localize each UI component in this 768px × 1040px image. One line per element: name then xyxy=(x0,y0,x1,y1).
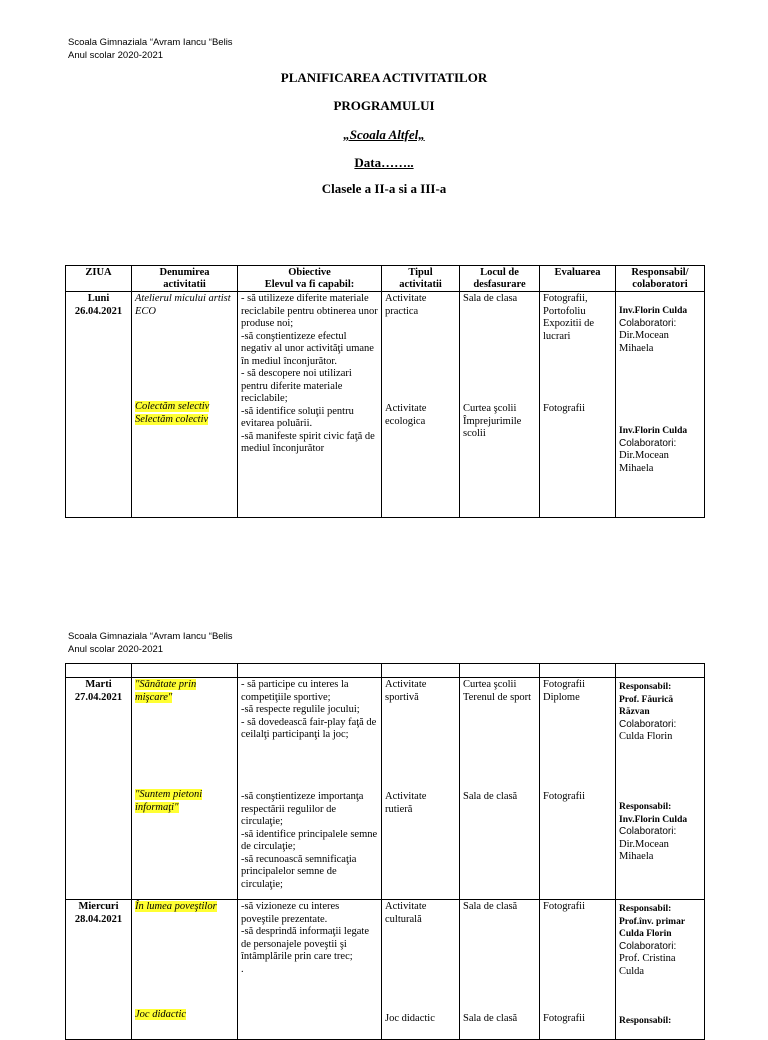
location: Curtea şcolii Împrejurimile scolii xyxy=(463,403,522,439)
activity-name: "Suntem pietoni informaţi" xyxy=(135,789,203,813)
type-cell xyxy=(382,900,460,1040)
activity-cell xyxy=(132,900,238,1040)
evaluation: Fotografii, Portofoliu Expozitii de lucrari xyxy=(543,293,595,342)
responsible-cell xyxy=(616,900,705,1040)
header-evaluarea: Evaluarea xyxy=(540,266,616,292)
school-header xyxy=(68,630,233,656)
evaluation: Fotografii xyxy=(543,901,585,912)
school-name: Scoala Gimnaziala “Avram Iancu “Belis xyxy=(68,631,233,642)
collaborators-label: Colaboratori: xyxy=(619,718,677,730)
activity-cell xyxy=(132,678,238,900)
location: Sala de clasă xyxy=(463,791,518,802)
doc-title: PLANIFICAREA ACTIVITATILOR xyxy=(280,70,488,85)
evaluation-cell xyxy=(540,900,616,1040)
collaborators: Dir.Mocean Mihaela xyxy=(619,450,669,474)
header-denumirea: Denumirea activitatii xyxy=(132,266,238,292)
activity-cell xyxy=(132,292,238,518)
collaborators-label: Colaboratori: xyxy=(619,940,677,952)
responsible-label: Responsabil: xyxy=(619,1016,672,1026)
activity-type: Activitate sportivă xyxy=(385,679,427,703)
table-header-row xyxy=(66,664,705,678)
responsible-label: Responsabil: xyxy=(619,682,672,692)
objectives-cell xyxy=(238,678,382,900)
activity-type: Activitate practica xyxy=(385,293,427,317)
day-cell xyxy=(66,678,132,900)
header-obiective: Obiective Elevul va fi capabil: xyxy=(238,266,382,292)
school-year: Anul scolar 2020-2021 xyxy=(68,50,164,61)
responsible-name: Inv.Florin Culda xyxy=(619,306,688,316)
activity-type: Activitate culturală xyxy=(385,901,427,925)
day-date: 28.04.2021 xyxy=(74,913,123,925)
collaborators: Culda Florin xyxy=(619,731,673,742)
objectives-text: -să conştientizeze importanţa respectării regulilor de circulaţie; -să identifice principalele semne de circulaţie; -să recunoască semnificaţia principalelor semne de circulaţie; xyxy=(241,791,378,890)
activity-name: Atelierul micului artist ECO xyxy=(135,293,231,317)
collaborators-label: Colaboratori: xyxy=(619,826,677,837)
evaluation: Fotografii Diplome xyxy=(543,679,585,703)
school-year: Anul scolar 2020-2021 xyxy=(68,644,164,655)
header-responsabil: Responsabil/ colaboratori xyxy=(616,266,705,292)
responsible-label: Responsabil: xyxy=(619,904,672,914)
location-cell xyxy=(460,292,540,518)
doc-date: Data…….. xyxy=(354,155,414,170)
header-tipul: Tipul activitatii xyxy=(382,266,460,292)
responsible-name: Inv.Florin Culda xyxy=(619,814,688,825)
activities-table-1 xyxy=(65,265,705,518)
location: Curtea şcolii Terenul de sport xyxy=(463,679,532,703)
objectives-cell xyxy=(238,900,382,1040)
responsible-name: Inv.Florin Culda xyxy=(619,426,688,436)
activity-name: "Sănătate prin mişcare" xyxy=(135,679,197,703)
evaluation: Fotografii xyxy=(543,403,585,414)
location: Sala de clasă xyxy=(463,901,518,912)
objectives-cell xyxy=(238,292,382,518)
activity-name: Joc didactic xyxy=(135,1009,187,1020)
evaluation: Fotografii xyxy=(543,1013,585,1024)
header-ziua: ZIUA xyxy=(66,266,132,292)
table-row xyxy=(66,678,705,900)
responsible-label: Responsabil: xyxy=(619,802,672,812)
day-date: 27.04.2021 xyxy=(74,691,123,703)
activity-type: Activitate ecologica xyxy=(385,403,427,427)
location-cell xyxy=(460,900,540,1040)
objectives-text: - să participe cu interes la competiţiile sportive; -să respecte regulile jocului; - să dovedească fair-play faţă de ceilalţi participanţi la joc; xyxy=(241,679,377,740)
collaborators: Dir.Mocean Mihaela xyxy=(619,838,669,862)
location: Sala de clasă xyxy=(463,1013,518,1024)
collaborators-label: Colaboratori: xyxy=(619,317,677,329)
header-locul: Locul de desfasurare xyxy=(460,266,540,292)
day-name: Miercuri xyxy=(78,901,119,912)
responsible-name: Prof. Făurică Răzvan xyxy=(619,694,674,717)
objectives-text: -să vizioneze cu interes poveştile prezentate. -să desprindă informaţii legate de personajele poveştii şi întâmplările prin care trec; . xyxy=(241,901,369,975)
day-name: Luni xyxy=(87,293,110,304)
doc-classes: Clasele a II-a si a III-a xyxy=(321,181,447,196)
location-cell xyxy=(460,678,540,900)
responsible-cell xyxy=(616,678,705,900)
type-cell xyxy=(382,292,460,518)
collaborators: Prof. Cristina Culda xyxy=(619,953,676,977)
program-name: „Scoala Altfel„ xyxy=(343,127,425,142)
responsible-cell xyxy=(616,292,705,518)
day-cell xyxy=(66,900,132,1040)
evaluation-cell xyxy=(540,292,616,518)
day-date: 26.04.2021 xyxy=(74,305,123,317)
table-row xyxy=(66,900,705,1040)
evaluation: Fotografii xyxy=(543,791,585,802)
doc-subtitle: PROGRAMULUI xyxy=(333,98,435,113)
location: Sala de clasa xyxy=(463,293,518,304)
responsible-name: Prof.înv. primar Culda Florin xyxy=(619,916,685,939)
collaborators: Dir.Mocean Mihaela xyxy=(619,330,669,354)
type-cell xyxy=(382,678,460,900)
activities-table-2 xyxy=(65,663,705,1040)
table-header-row xyxy=(66,266,705,292)
activity-type: Activitate rutieră xyxy=(385,791,427,815)
objectives-text: -să identifice soluţii pentru evitarea poluării. -să manifeste spirit civic faţă de mediul înconjurător xyxy=(241,405,375,454)
evaluation-cell xyxy=(540,678,616,900)
activity-type: Joc didactic xyxy=(385,1013,435,1024)
collaborators-label: Colaboratori: xyxy=(619,437,677,449)
activity-name: În lumea poveştilor xyxy=(135,901,217,912)
school-header xyxy=(68,36,233,62)
day-name: Marti xyxy=(85,679,112,690)
activity-name: Colectăm selectiv Selectăm colectiv xyxy=(135,401,210,425)
day-cell xyxy=(66,292,132,518)
school-name: Scoala Gimnaziala “Avram Iancu “Belis xyxy=(68,37,233,48)
objectives-text: - să utilizeze diferite materiale reciclabile pentru obtinerea unor produse noi; -să conştientizeze efectul negativ al unor activităţi umane în mediul înconjurător. - să descopere noi utilizari pentru diferite materiale reciclabile; xyxy=(241,293,378,404)
table-row xyxy=(66,292,705,518)
